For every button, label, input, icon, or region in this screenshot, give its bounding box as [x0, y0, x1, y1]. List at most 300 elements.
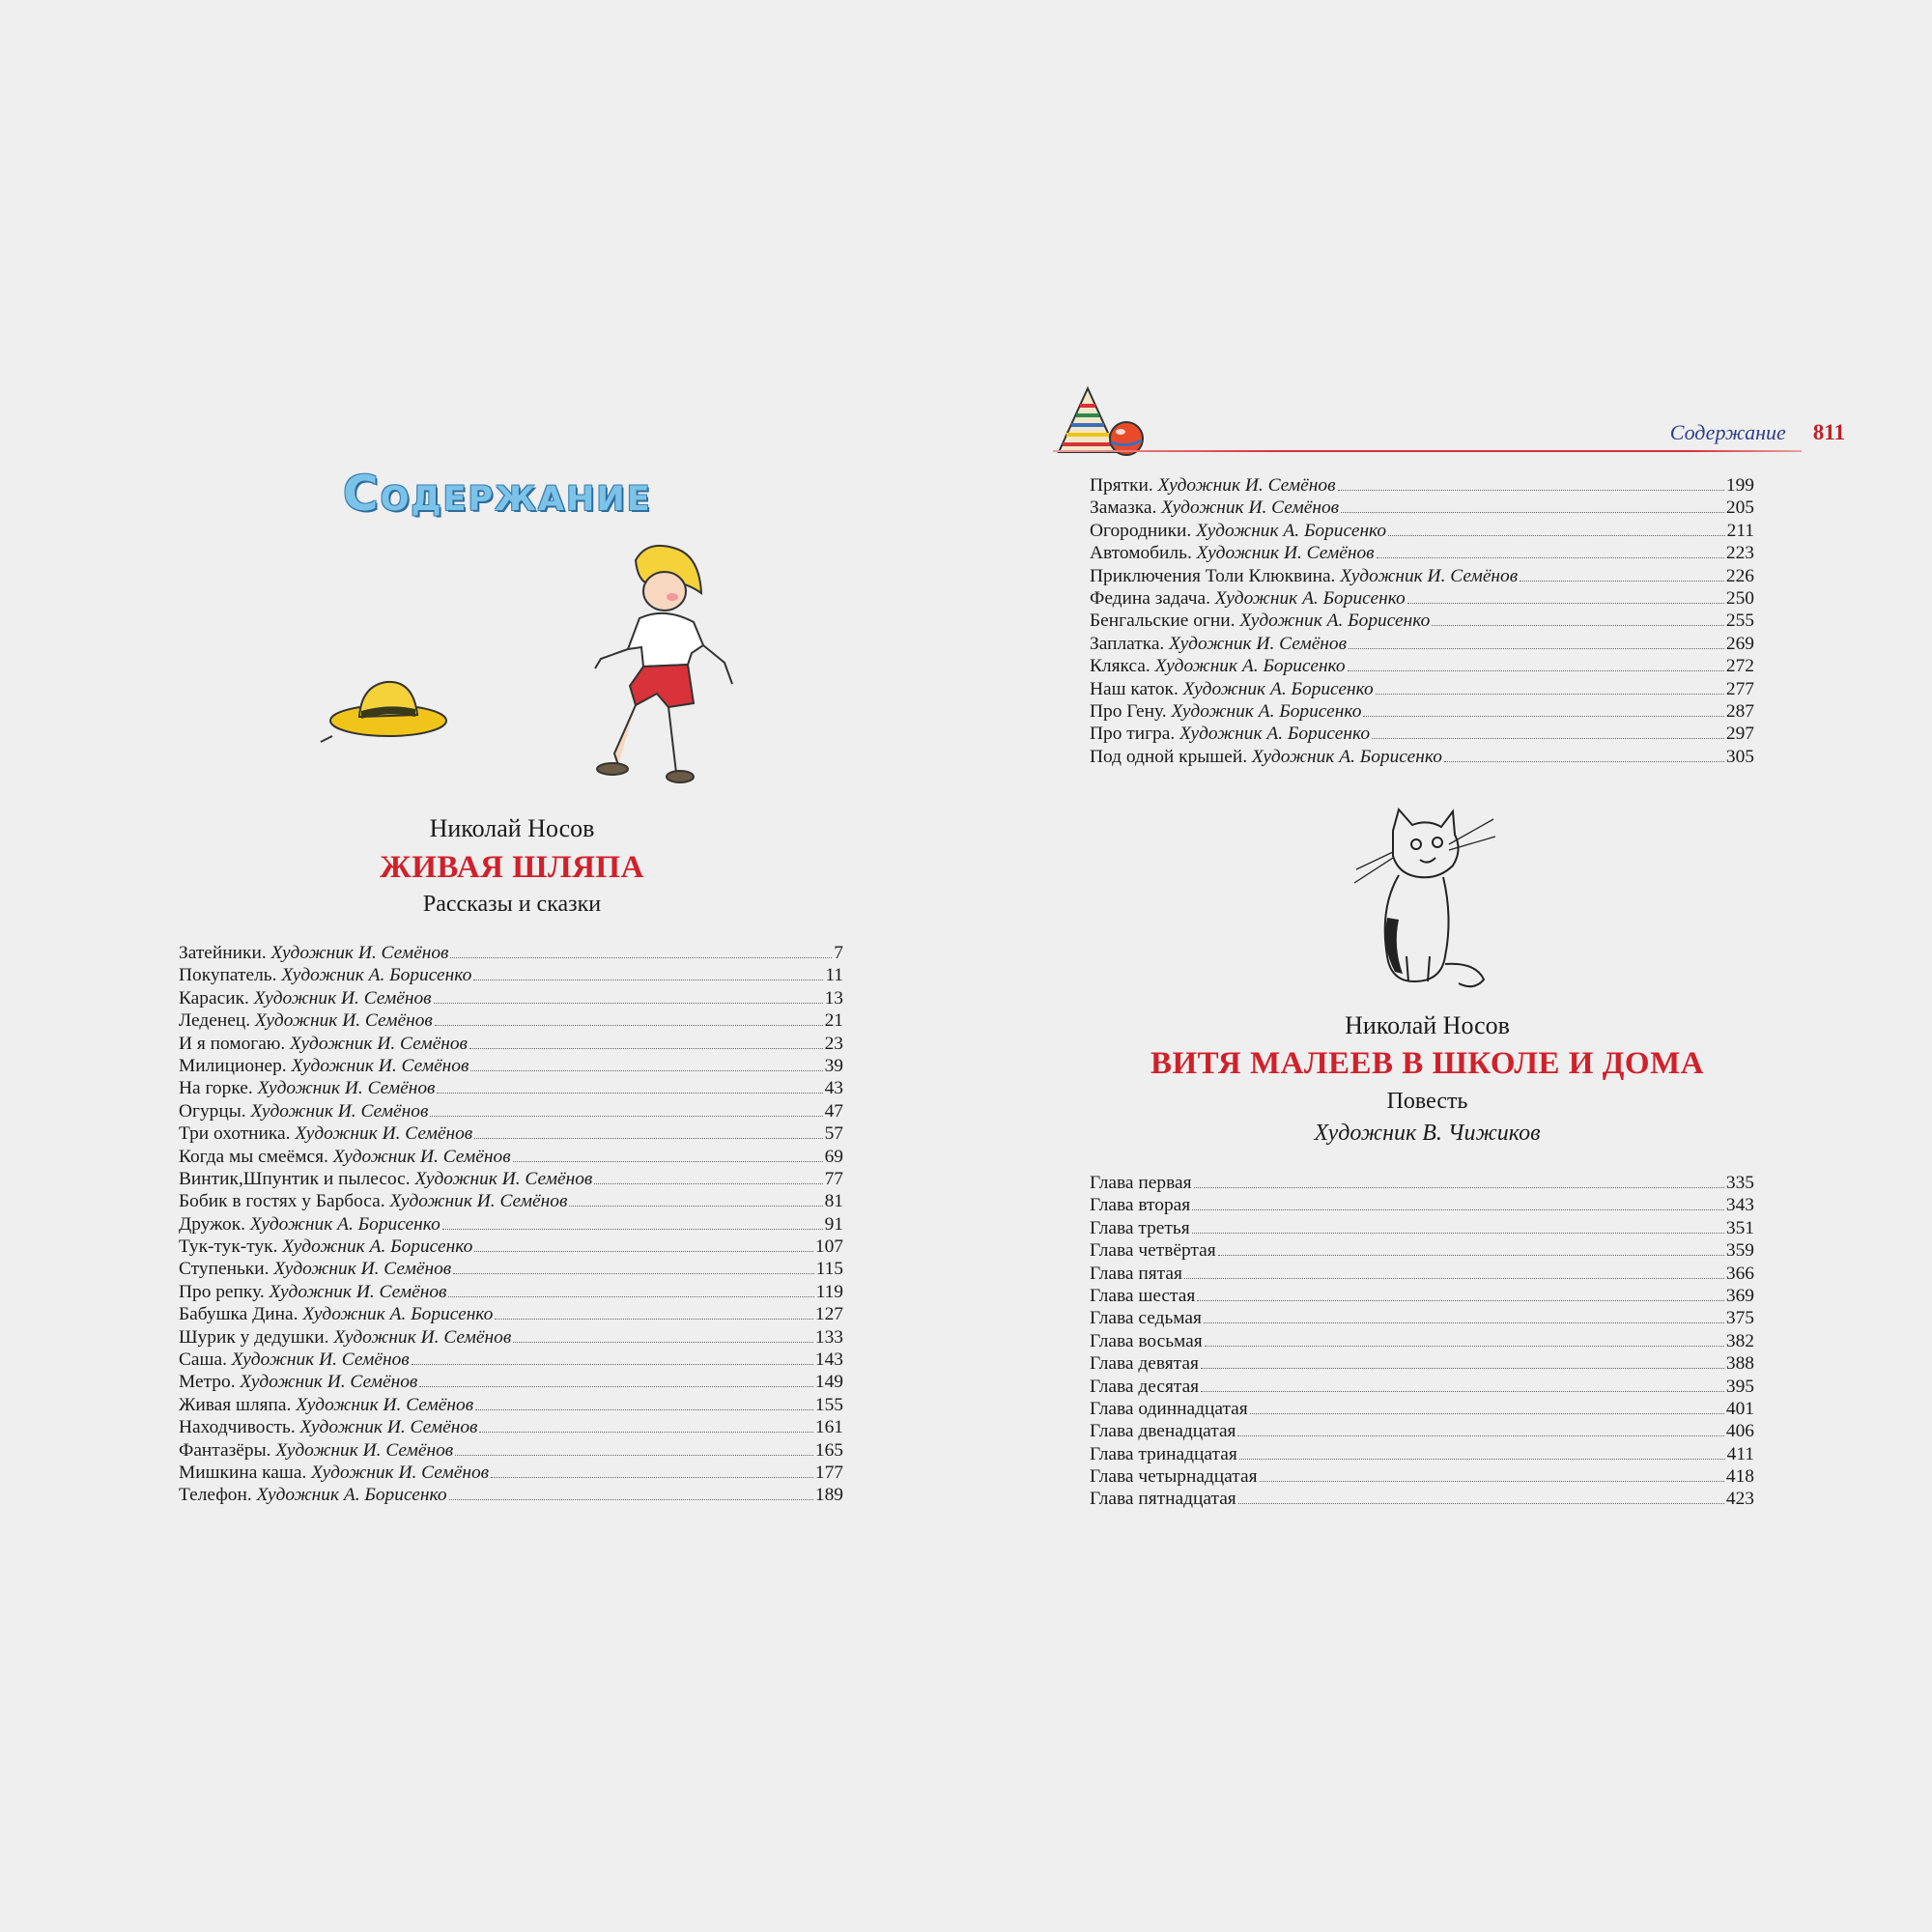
toc-entry [1090, 746, 1754, 768]
toc-entry-title [179, 1009, 433, 1032]
dot-leader [455, 1455, 813, 1456]
toc-entry-title [179, 1349, 410, 1371]
illustrator-name: Художник И. Семёнов [1161, 497, 1340, 519]
left-book-title: ЖИВАЯ ШЛЯПА [380, 850, 644, 885]
toc-entry-title [1090, 1465, 1258, 1488]
dot-leader [1444, 761, 1724, 762]
right-page [966, 0, 1932, 1932]
story-title: Глава пятая [1090, 1263, 1182, 1284]
page-ref: 69 [824, 1146, 843, 1167]
page-ref: 401 [1725, 1398, 1754, 1419]
page-ref: 269 [1725, 633, 1754, 654]
page-ref: 177 [814, 1462, 843, 1483]
story-title: Глава четвёртая [1090, 1240, 1216, 1262]
toc-entry-title [179, 1122, 472, 1145]
toc-entry-title [179, 1281, 446, 1303]
toc-entry [1090, 1285, 1754, 1307]
story-title: Мишкина каша. [179, 1462, 307, 1483]
toc-entry [1090, 1194, 1754, 1216]
illustrator-name: Художник И. Семёнов [295, 1123, 473, 1145]
page-ref: 43 [824, 1078, 843, 1099]
page-ref: 11 [825, 965, 843, 986]
story-title: Глава пятнадцатая [1090, 1489, 1236, 1510]
illustrator-name: Художник И. Семёнов [275, 1439, 454, 1461]
page-ref: 91 [824, 1213, 843, 1235]
toc-list-right-bottom [1090, 1172, 1754, 1511]
illustrator-name: Художник А. Борисенко [1196, 520, 1387, 541]
toc-entry [179, 1462, 843, 1484]
dot-leader [470, 1070, 822, 1071]
toc-entry [179, 1146, 843, 1168]
story-title: Про репку. [179, 1281, 265, 1302]
toc-entry [179, 1055, 843, 1077]
toc-entry-title [179, 1484, 447, 1506]
toc-entry [179, 1326, 843, 1349]
dot-leader [1372, 738, 1724, 739]
story-title: Телефон. [179, 1485, 252, 1506]
story-title: Саша. [179, 1350, 227, 1371]
toc-entry-title [1090, 1420, 1236, 1442]
story-title: Тук-тук-тук. [179, 1236, 278, 1258]
contents-heading: Содержание [343, 466, 652, 522]
page-ref: 382 [1725, 1330, 1754, 1351]
page-ref: 39 [824, 1055, 843, 1076]
illustrator-name: Художник И. Семёнов [1340, 565, 1519, 586]
toc-entry [179, 1258, 843, 1280]
toc-entry [179, 1190, 843, 1212]
illustrator-name: Художник И. Семёнов [257, 1078, 436, 1099]
illustrator-name: Художник А. Борисенко [1179, 724, 1371, 745]
dot-leader [430, 1116, 822, 1117]
toc-entry-title [1090, 1285, 1195, 1307]
page-number: 811 [1812, 420, 1845, 444]
toc-entry [1090, 1398, 1754, 1420]
page-ref: 205 [1725, 497, 1754, 519]
story-title: Наш каток. [1090, 678, 1179, 699]
toc-entry-title [1090, 700, 1361, 723]
page-ref: 189 [814, 1485, 843, 1506]
illustrator-name: Художник И. Семёнов [1169, 633, 1348, 654]
page-ref: 351 [1725, 1217, 1754, 1238]
dot-leader [1238, 1503, 1724, 1504]
left-book-subtitle: Рассказы и сказки [422, 892, 602, 917]
story-title: Глава восьмая [1090, 1330, 1203, 1351]
story-title: Автомобиль. [1090, 543, 1192, 564]
illustrator-name: Художник А. Борисенко [1154, 656, 1346, 677]
toc-entry-title [1090, 1488, 1236, 1510]
illustrator-name: Художник И. Семёнов [291, 1055, 469, 1076]
dot-leader [1197, 1300, 1724, 1301]
toc-entry [179, 1416, 843, 1438]
toc-entry [179, 1439, 843, 1462]
page-ref: 272 [1725, 656, 1754, 677]
toc-list-left [179, 942, 843, 1507]
story-title: Дружок. [179, 1213, 245, 1235]
page-ref: 255 [1725, 611, 1754, 632]
toc-entry [179, 1349, 843, 1371]
toc-entry [179, 1122, 843, 1145]
page-ref: 7 [834, 943, 843, 963]
toc-entry-title [179, 1462, 489, 1484]
story-title: На горке. [179, 1078, 253, 1099]
story-title: Леденец. [179, 1010, 251, 1032]
hat-illustration [319, 667, 454, 744]
dot-leader [442, 1229, 823, 1230]
illustrator-name: Художник И. Семёнов [254, 1010, 433, 1032]
dot-leader [1388, 535, 1725, 536]
page-ref: 127 [814, 1304, 843, 1325]
illustrator-name: Художник И. Семёнов [332, 1146, 511, 1167]
toc-entry-title [1090, 542, 1375, 564]
dot-leader [1376, 694, 1724, 695]
toc-entry [1090, 1263, 1754, 1285]
story-title: Живая шляпа. [179, 1394, 292, 1415]
left-author: Николай Носов [429, 814, 595, 842]
toc-entry-title [179, 1213, 440, 1236]
illustrator-name: Художник А. Борисенко [282, 1236, 473, 1258]
story-title: Покупатель. [179, 965, 277, 986]
story-title: Затейники. [179, 943, 267, 963]
page-ref: 297 [1725, 724, 1754, 745]
toc-entry [179, 964, 843, 986]
right-book-illustrator: Художник В. Чижиков [1314, 1121, 1541, 1146]
toc-entry-title [179, 1077, 435, 1099]
illustrator-name: Художник И. Семёнов [311, 1462, 490, 1483]
toc-entry [179, 1394, 843, 1416]
story-title: Ступеньки. [179, 1259, 270, 1280]
story-title: Глава седьмая [1090, 1308, 1202, 1329]
illustrator-name: Художник А. Борисенко [1239, 611, 1431, 632]
dot-leader [1192, 1209, 1724, 1210]
page-ref: 199 [1725, 475, 1754, 496]
page-ref: 226 [1725, 565, 1754, 586]
page-ref: 375 [1725, 1308, 1754, 1329]
illustrator-name: Художник И. Семёнов [296, 1394, 474, 1415]
story-title: Метро. [179, 1372, 236, 1393]
story-title: Фантазёры. [179, 1439, 271, 1461]
page-ref: 107 [814, 1236, 843, 1258]
toc-entry-title [1090, 678, 1374, 700]
story-title: Глава одиннадцатая [1090, 1398, 1248, 1419]
toc-entry-title [1090, 1330, 1203, 1352]
illustrator-name: Художник И. Семёнов [270, 943, 449, 963]
dot-leader [1348, 670, 1724, 671]
page-ref: 277 [1725, 678, 1754, 699]
toc-entry-title [179, 987, 432, 1009]
toc-entry-title [1090, 1443, 1237, 1465]
illustrator-name: Художник А. Борисенко [1251, 746, 1442, 767]
toc-entry-title [179, 1326, 511, 1349]
dot-leader [450, 957, 832, 958]
dot-leader [1194, 1187, 1724, 1188]
toc-entry [1090, 723, 1754, 745]
dot-leader [1201, 1391, 1724, 1392]
right-author: Николай Носов [1345, 1011, 1510, 1039]
running-header [1670, 420, 1845, 445]
toc-entry [179, 1077, 843, 1099]
story-title: Заплатка. [1090, 633, 1165, 654]
toc-entry [179, 1168, 843, 1190]
illustrator-name: Художник А. Борисенко [1182, 678, 1374, 699]
page-ref: 359 [1725, 1240, 1754, 1262]
story-title: Глава двенадцатая [1090, 1421, 1236, 1442]
dot-leader [1432, 625, 1724, 626]
illustrator-name: Художник И. Семёнов [290, 1033, 468, 1054]
toc-list-right-top [1090, 474, 1754, 768]
dot-leader [513, 1161, 823, 1162]
story-title: Когда мы смеёмся. [179, 1146, 328, 1167]
toc-entry-title [1090, 610, 1430, 632]
dot-leader [1407, 603, 1724, 604]
dot-leader [1260, 1481, 1724, 1482]
page-ref: 223 [1725, 543, 1754, 564]
dot-leader [412, 1364, 813, 1365]
page-ref: 115 [815, 1259, 843, 1280]
toc-entry-title [1090, 633, 1347, 655]
page-ref: 161 [814, 1417, 843, 1438]
story-title: Глава третья [1090, 1217, 1190, 1238]
dot-leader [435, 1025, 823, 1026]
toc-entry-title [1090, 520, 1386, 542]
illustrator-name: Художник А. Борисенко [249, 1213, 440, 1235]
toc-entry [179, 1484, 843, 1506]
story-title: Огурцы. [179, 1100, 246, 1122]
dot-leader [1250, 1413, 1724, 1414]
illustrator-name: Художник А. Борисенко [281, 965, 472, 986]
toc-entry-title [179, 942, 448, 964]
story-title: Под одной крышей. [1090, 746, 1248, 767]
dot-leader [475, 1409, 813, 1410]
story-title: Бенгальские огни. [1090, 611, 1236, 632]
toc-entry-title [179, 1055, 469, 1077]
toc-entry [179, 1371, 843, 1393]
toc-entry-title [179, 964, 471, 986]
story-title: Прятки. [1090, 475, 1153, 496]
toc-entry-title [1090, 723, 1370, 745]
dot-leader [491, 1477, 813, 1478]
boy-with-hat-illustration [580, 541, 753, 792]
page-ref: 287 [1725, 700, 1754, 722]
dot-leader [513, 1342, 813, 1343]
illustrator-name: Художник И. Семёнов [1157, 475, 1336, 496]
story-title: Милиционер. [179, 1055, 287, 1076]
illustrator-name: Художник А. Борисенко [256, 1485, 447, 1506]
dot-leader [1338, 490, 1724, 491]
page-ref: 143 [814, 1350, 843, 1371]
toc-entry [1090, 1172, 1754, 1194]
illustrator-name: Художник И. Семёнов [273, 1259, 452, 1280]
toc-entry-title [1090, 1398, 1248, 1420]
dot-leader [594, 1183, 822, 1184]
toc-entry [1090, 542, 1754, 564]
dot-leader [1239, 1459, 1725, 1460]
dot-leader [474, 1138, 822, 1139]
toc-entry-title [179, 1168, 592, 1190]
dot-leader [1377, 557, 1724, 558]
story-title: Находчивость. [179, 1417, 296, 1438]
dot-leader [437, 1093, 822, 1094]
toc-entry [179, 1033, 843, 1055]
ball-icon [1107, 419, 1146, 458]
dot-leader [1218, 1255, 1724, 1256]
dot-leader [448, 1296, 813, 1297]
dot-leader [1204, 1322, 1724, 1323]
toc-entry-title [1090, 1307, 1202, 1329]
page-ref: 165 [814, 1439, 843, 1461]
story-title: Винтик,Шпунтик и пылесос. [179, 1168, 411, 1189]
toc-entry [1090, 633, 1754, 655]
toc-entry [1090, 1307, 1754, 1329]
story-title: Глава десятая [1090, 1376, 1200, 1397]
toc-entry [179, 1009, 843, 1032]
toc-entry-title [1090, 587, 1406, 610]
toc-entry-title [1090, 474, 1336, 497]
dot-leader [1349, 648, 1724, 649]
story-title: Про Гену. [1090, 700, 1167, 722]
toc-entry [1090, 1330, 1754, 1352]
toc-entry [1090, 520, 1754, 542]
story-title: Глава шестая [1090, 1285, 1196, 1306]
dot-leader [1192, 1233, 1724, 1234]
page-ref: 395 [1725, 1376, 1754, 1397]
toc-entry-title [179, 1258, 451, 1280]
dot-leader [1363, 716, 1724, 717]
page-ref: 211 [1726, 520, 1754, 541]
toc-entry [179, 1281, 843, 1303]
dot-leader [479, 1432, 812, 1433]
toc-entry [179, 942, 843, 964]
story-title: Глава первая [1090, 1173, 1192, 1193]
dot-leader [569, 1206, 822, 1207]
story-title: Про тигра. [1090, 724, 1176, 745]
toc-entry [1090, 655, 1754, 677]
page-ref: 250 [1725, 587, 1754, 609]
toc-entry [179, 987, 843, 1009]
toc-entry-title [179, 1416, 477, 1438]
page-ref: 411 [1726, 1443, 1754, 1464]
toc-entry [1090, 1376, 1754, 1398]
illustrator-name: Художник А. Борисенко [302, 1304, 494, 1325]
toc-entry-title [1090, 1194, 1190, 1216]
story-title: Приключения Толи Клюквина. [1090, 565, 1336, 586]
illustrator-name: Художник И. Семёнов [414, 1168, 593, 1189]
page-ref: 335 [1725, 1173, 1754, 1193]
toc-entry-title [179, 1371, 417, 1393]
story-title: Огородники. [1090, 520, 1192, 541]
page-ref: 406 [1725, 1421, 1754, 1442]
toc-entry-title [179, 1100, 428, 1122]
story-title: Бобик в гостях у Барбоса. [179, 1191, 385, 1212]
page-ref: 119 [815, 1281, 843, 1302]
dot-leader [1520, 581, 1724, 582]
dot-leader [495, 1319, 813, 1320]
toc-entry-title [179, 1190, 567, 1212]
toc-entry [1090, 587, 1754, 610]
illustrator-name: Художник И. Семёнов [1196, 543, 1375, 564]
toc-entry-title [1090, 1217, 1190, 1239]
toc-entry [1090, 474, 1754, 497]
page-ref: 81 [824, 1191, 843, 1212]
toc-entry-title [179, 1146, 511, 1168]
page-ref: 369 [1725, 1285, 1754, 1306]
page-ref: 133 [814, 1326, 843, 1348]
toc-entry [179, 1100, 843, 1122]
toc-entry [1090, 1239, 1754, 1262]
toc-entry-title [179, 1394, 473, 1416]
illustrator-name: Художник И. Семёнов [333, 1326, 512, 1348]
page-ref: 343 [1725, 1195, 1754, 1216]
dot-leader [434, 1003, 823, 1004]
illustrator-name: Художник А. Борисенко [1214, 587, 1406, 609]
page-ref: 13 [824, 987, 843, 1009]
illustrator-name: Художник И. Семёнов [250, 1100, 429, 1122]
dot-leader [1341, 512, 1724, 513]
page-ref: 418 [1725, 1466, 1754, 1488]
story-title: Глава четырнадцатая [1090, 1466, 1258, 1488]
story-title: Карасик. [179, 987, 249, 1009]
dot-leader [1201, 1368, 1724, 1369]
toc-entry-title [1090, 655, 1346, 677]
toc-entry-title [179, 1033, 468, 1055]
page-ref: 388 [1725, 1353, 1754, 1375]
toc-entry [179, 1303, 843, 1325]
dot-leader [469, 1048, 823, 1049]
story-title: Бабушка Дина. [179, 1304, 298, 1325]
story-title: Три охотника. [179, 1123, 291, 1145]
page-ref: 77 [824, 1168, 843, 1189]
toc-entry [179, 1236, 843, 1258]
header-rule [1053, 450, 1802, 452]
toc-entry [179, 1213, 843, 1236]
page-ref: 366 [1725, 1263, 1754, 1284]
toc-entry [1090, 700, 1754, 723]
toc-entry-title [179, 1439, 453, 1462]
toc-entry [1090, 678, 1754, 700]
story-title: И я помогаю. [179, 1033, 286, 1054]
toc-entry [1090, 1443, 1754, 1465]
toc-entry [1090, 497, 1754, 519]
illustrator-name: Художник И. Семёнов [240, 1372, 418, 1393]
right-book-subtitle: Повесть [1386, 1089, 1468, 1114]
toc-entry [1090, 1217, 1754, 1239]
toc-entry-title [1090, 565, 1518, 587]
story-title: Глава вторая [1090, 1195, 1191, 1216]
dot-leader [1237, 1435, 1723, 1436]
dot-leader [1205, 1346, 1724, 1347]
page-ref: 305 [1725, 746, 1754, 767]
illustrator-name: Художник И. Семёнов [253, 987, 432, 1009]
dot-leader [419, 1386, 813, 1387]
story-title: Шурик у дедушки. [179, 1326, 329, 1348]
illustrator-name: Художник И. Семёнов [389, 1191, 568, 1212]
toc-entry-title [179, 1236, 472, 1258]
page-ref: 21 [824, 1010, 843, 1032]
right-book-title: ВИТЯ МАЛЕЕВ В ШКОЛЕ И ДОМА [1150, 1046, 1705, 1081]
toc-entry [1090, 1488, 1754, 1510]
running-header-label: Содержание [1669, 420, 1786, 444]
page-ref: 57 [824, 1123, 843, 1145]
cat-sketch-illustration [1352, 802, 1497, 995]
illustrator-name: Художник И. Семёнов [299, 1417, 478, 1438]
story-title: Клякса. [1090, 656, 1151, 677]
toc-entry [1090, 565, 1754, 587]
dot-leader [1184, 1278, 1724, 1279]
toc-entry-title [179, 1303, 493, 1325]
story-title: Глава тринадцатая [1090, 1443, 1237, 1464]
dot-leader [449, 1499, 813, 1500]
page-ref: 155 [814, 1394, 843, 1415]
story-title: Глава девятая [1090, 1353, 1199, 1375]
